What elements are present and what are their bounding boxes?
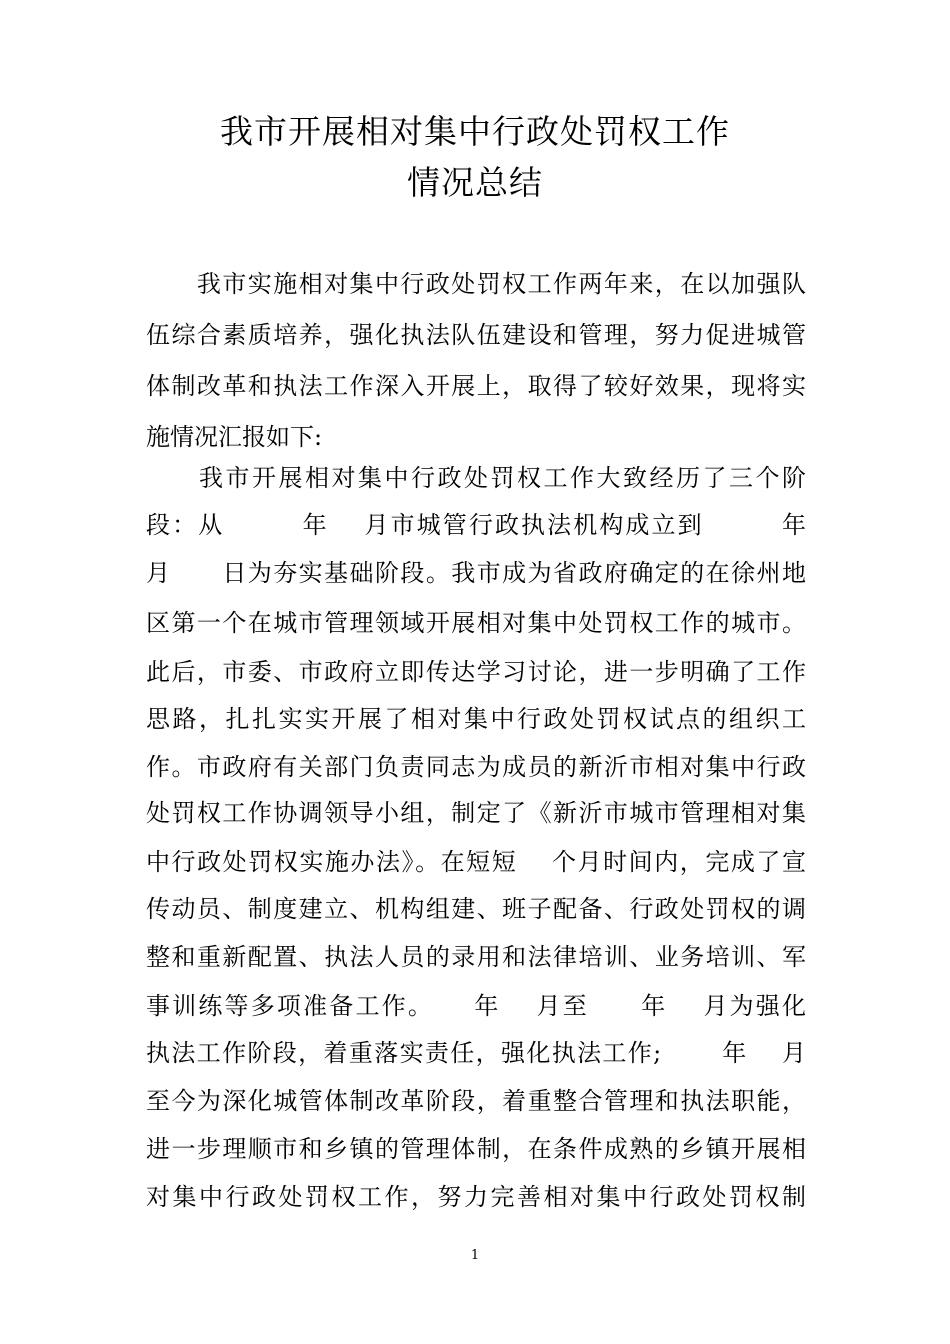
body-line: 执法工作阶段，着重落实责任，强化执法工作; 年 月 [146,1039,806,1067]
body-line: 段：从 年 月市城管行政执法机构成立到 年 [146,511,806,539]
page-number: 1 [470,1248,480,1263]
body-line: 至今为深化城管体制改革阶段，着重整合管理和执法职能， [146,1087,806,1115]
body-line: 传动员、制度建立、机构组建、班子配备、行政处罚权的调 [146,895,806,923]
document-title-line-2: 情况总结 [407,163,543,202]
body-line: 此后，市委、市政府立即传达学习讨论，进一步明确了工作 [146,658,806,686]
body-line: 作。市政府有关部门负责同志为成员的新沂市相对集中行政 [146,753,806,781]
body-line: 对集中行政处罚权工作，努力完善相对集中行政处罚权制 [146,1183,806,1211]
body-line: 处罚权工作协调领导小组，制定了《新沂市城市管理相对集 [146,799,806,827]
body-line: 思路，扎扎实实开展了相对集中行政处罚权试点的组织工 [146,705,806,733]
body-line: 我市实施相对集中行政处罚权工作两年来，在以加强队 [146,270,806,298]
document-title-line-1: 我市开展相对集中行政处罚权工作 [220,112,730,151]
body-line: 我市开展相对集中行政处罚权工作大致经历了三个阶 [146,464,806,492]
body-line: 整和重新配置、执法人员的录用和法律培训、业务培训、军 [146,943,806,971]
body-line: 伍综合素质培养，强化执法队伍建设和管理，努力促进城管 [146,321,806,349]
body-line: 事训练等多项准备工作。 年 月至 年 月为强化 [146,992,806,1020]
body-line: 进一步理顺市和乡镇的管理体制，在条件成熟的乡镇开展相 [146,1135,806,1163]
body-line: 施情况汇报如下: [146,423,323,451]
body-line: 区第一个在城市管理领域开展相对集中处罚权工作的城市。 [146,609,806,637]
body-line: 中行政处罚权实施办法》。在短短 个月时间内，完成了宣 [146,848,806,876]
body-line: 月 日为夯实基础阶段。我市成为省政府确定的在徐州地 [146,559,806,587]
body-line: 体制改革和执法工作深入开展上，取得了较好效果，现将实 [146,372,806,400]
